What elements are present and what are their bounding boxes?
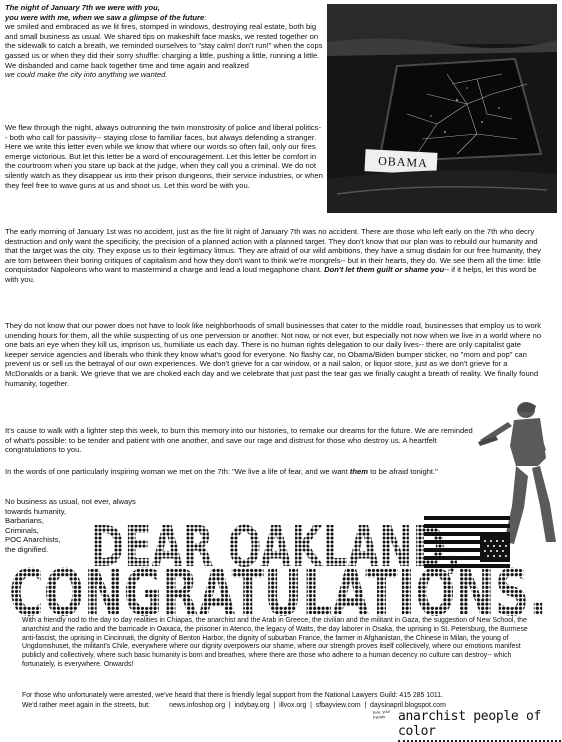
- quote-post: to be afraid tonight.": [368, 467, 438, 476]
- signoff-line: the dignified.: [5, 544, 49, 554]
- closing-paragraph-text: With a friendly nod to the day to day realities in Chiapas, the anarchist and the Arab in Greece, the civilian and the militant in Gaza, the suggestion of New School, the anarchist and the radio and the barricade in Oaxaca, the prisoner in Atenco, the legacy of Watts, the day laborer in Osaka, the uprising in St. Petersburg, the Burmese anti-fascist, the uprising in Cincinnati, the dignity of Benton Harbor, the dignity of suburban France, the farmer in Afghanistan, the Chinese in Milan, the young of Ungdomshuset, the militant's Chile, everywhere where our dignity overpowers our shame, where our strength proves itself collectively, where our emotions manifest publicly and collectively, where such basic humanity is born and breathes, where there are those who adhere to a human decency no culture can destroy-- which fortunately, is everywhere. Onwards!: [22, 617, 528, 668]
- intro-paragraph: [5, 3, 323, 80]
- fourth-paragraph-text: They do not know that our power does not have to look like neighborhoods of small businesses that cater to the middle road, businesses that employ us to work unending hours for them, all the while suspecting of us one perversion or another. Not now, or not ever, but especially not now when we live in a world where no one bats an eye when they kill us, imprison us, humiliate us each day. There is no human rights delegation to our daily lives-- there are only capitalist gate keeper service agencies and liberals who think they know what's good for everyone. No flashy car, no Obama/Biden bumper sticker, no "mom and pop" can prevent us or sell us the betrayal of our own experiences. We don't grieve for a car window, or a nail salon, or liquor store, just as we don't grieve for a McDonalds or a bank. We grieve that we are choked each day and we celebrate that just past the tear gas we finally caught a breath of reality. We finally found humanity, together.: [5, 321, 542, 388]
- shattered-car-window-photo: [327, 4, 557, 213]
- quote-pre: In the words of one particularly inspiring woman we met on the 7th: "We live a life of fear, and we want: [5, 467, 350, 476]
- headline-line-1: DEAR OAKLAND,: [91, 515, 461, 580]
- intro-body: we smiled and embraced as we lit fires, stomped in windows, destroying real estate, both big and small business as usual. We shared tips on makeshift face masks, we rested together on the sidewalk to catch a breath, we reminded ourselves to "stay calm! don't run!" when the cops gassed us or when they did their sorry shuffle: charging a little, pushing a little, running a little. We disbanded and came back together time and time again and realized: [5, 22, 323, 70]
- third-paragraph-text: [5, 227, 545, 285]
- fifth-paragraph: [5, 426, 475, 455]
- closing-paragraph: [22, 617, 532, 670]
- signoff-line: Criminals,: [5, 525, 39, 535]
- headline-line-2: CONGRATULATIONS.: [9, 557, 547, 631]
- signoff-line: Barbarians,: [5, 516, 44, 526]
- quote-text: [5, 467, 475, 477]
- link-illvox[interactable]: illvox.org: [279, 702, 307, 709]
- legal-note: [22, 692, 542, 701]
- legal-note-text: For those who unfortunately were arrested, we've heard that there is friendly legal support from the National Lawyers Guild: 415 285 1011.: [22, 692, 443, 699]
- link-infoshop[interactable]: news.infoshop.org: [169, 702, 226, 709]
- intro-line-2-emphasis: you were with me, when we saw a glimpse of the future: [5, 12, 205, 22]
- intro-closing: we could make the city into anything we wanted.: [5, 70, 168, 80]
- third-paragraph-emphasis: Don't let them guilt or shame you: [324, 265, 445, 275]
- second-paragraph: [5, 123, 323, 190]
- fourth-paragraph: [5, 321, 545, 388]
- intro-line-1: The night of January 7th we were with you,: [5, 3, 160, 12]
- credit-tag: love, your friends: [372, 708, 391, 720]
- quote-emphasis: them: [349, 467, 369, 476]
- signoff-line: POC Anarchists,: [5, 535, 61, 545]
- link-sfbayview[interactable]: sfbayview.com: [315, 702, 361, 709]
- links-line: We'd rather meet again in the streets, but: news.infoshop.org | indybay.org | illvox.org | sfbayview.com | daysinapril.blogspot.com: [22, 702, 446, 709]
- links-lead: We'd rather meet again in the streets, but:: [22, 702, 150, 709]
- credit-signature: anarchist people of color: [398, 709, 561, 742]
- third-paragraph-body: The early morning of January 1st was no accident, just as the fire lit night of January 7th was no accident. There are those who left early on the 7th who decry destruction and only want the specificity, the precision of a planned action with a planned target. They don't know that our plan was to rebuild our humanity and that the target was the city. They expose us to their legitimacy litmus. They are afraid of our wild ambitions, they have a smug disdain for our free humanity, they are torn between their boring critiques of capitalism and how they don't want to think we're mongrels-- but in their hearts, they do. We see them all the time: little conquistador Napoleons who want to mastermind a charge and lead a loud megaphone chant.: [5, 227, 541, 275]
- third-paragraph: [5, 227, 545, 285]
- link-daysinapril[interactable]: daysinapril.blogspot.com: [370, 702, 446, 709]
- headline-congratulations: [6, 557, 550, 631]
- second-paragraph-text: We flew through the night, always outrunning the twin monstrosity of police and liberal politics-- both who call for passivity-- staying close to familiar faces, but always defending a stranger. Here we write this letter even while we know that where our words so often fail, only our fires emerge victorious. But let this letter be a word of encouragement. Let this letter be comfort in the courtroom when you stare up back at the judge, when they call you a criminal. We do not silently watch as they disappear us into their prison dungeons, their service industries, or when they feel free to wave guns at us and shoot us. Let this word be with you.: [5, 123, 323, 190]
- link-indybay[interactable]: indybay.org: [234, 702, 270, 709]
- intro-line-2: [5, 13, 323, 23]
- signoff-line: No business as usual, not ever, always towards humanity,: [5, 497, 136, 516]
- intro-line-2-colon: :: [204, 12, 207, 22]
- fifth-paragraph-text: It's cause to walk with a lighter step this week, to burn this memory into our histories, to remake our dreams for the future. We are reminded of what's possible: to be tender and patient with one another, and save our rage and distrust for those who destroy us. A heartfelt congratulations to you.: [5, 426, 473, 455]
- third-paragraph-tail: -- if it helps, let this word be with you.: [5, 265, 537, 284]
- obama-sticker-text: OBAMA: [377, 153, 429, 171]
- quote-paragraph: [5, 467, 475, 477]
